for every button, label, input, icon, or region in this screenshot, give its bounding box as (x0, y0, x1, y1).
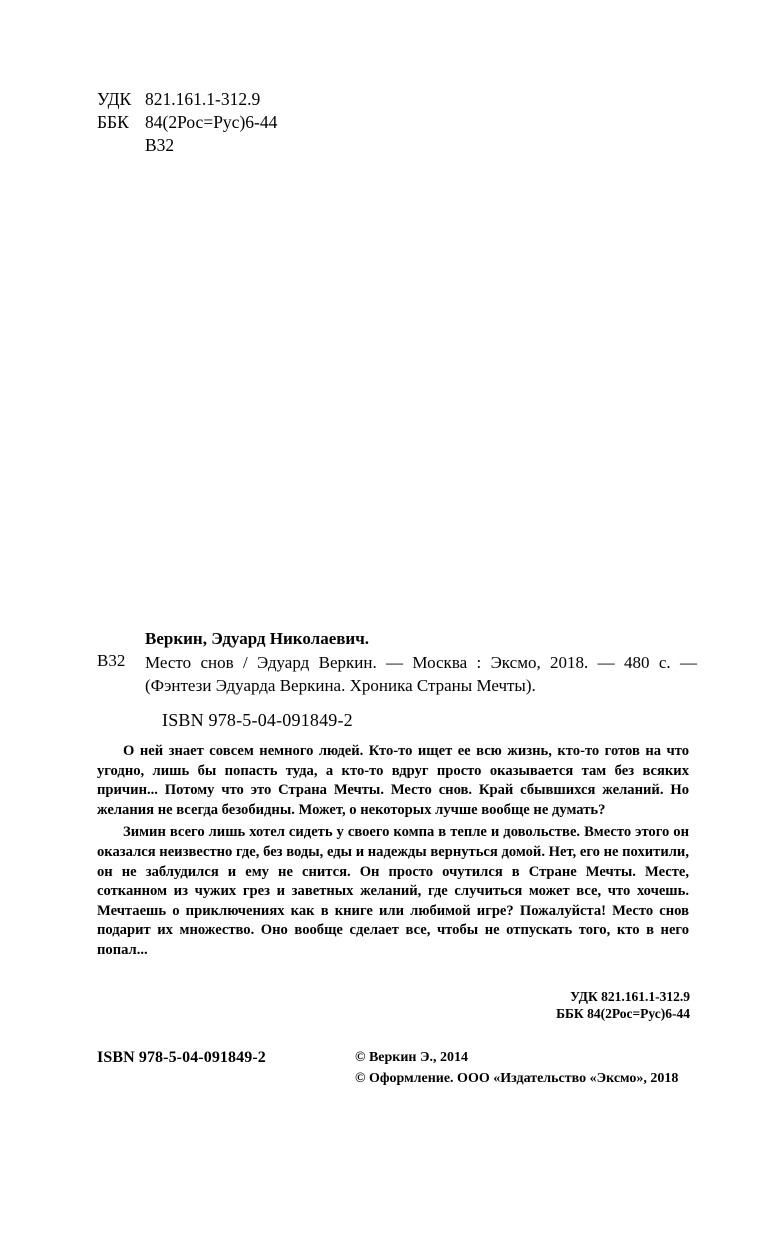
bbk-row (97, 111, 277, 134)
lower-classification-codes (556, 988, 690, 1022)
biblio-body (97, 651, 697, 697)
bbk-label: ББК (97, 112, 129, 132)
footer-copyright (355, 1048, 691, 1089)
biblio-description: Место снов / Эдуард Веркин. — Москва : Эксмо, 2018. — 480 с. — (Фэнтези Эдуарда Веркина. Хроника Страны Мечты). (145, 653, 697, 695)
bibliographic-record (97, 628, 697, 731)
footer-row (97, 1048, 691, 1089)
udk-value: 821.161.1-312.9 (145, 89, 261, 109)
footer-isbn: ISBN 978-5-04-091849-2 (97, 1049, 266, 1066)
copyright-design: © Оформление. ООО «Издательство «Эксмо», 2018 (355, 1071, 679, 1086)
biblio-shelf-sign: В32 (97, 651, 126, 670)
udk-label: УДК (97, 89, 132, 109)
biblio-author: Веркин, Эдуард Николаевич. (145, 629, 370, 648)
lower-bbk: ББК 84(2Рос=Рус)6-44 (556, 1006, 690, 1021)
shelf-code: В32 (145, 135, 175, 155)
annotation-paragraph-2: Зимин всего лишь хотел сидеть у своего компа в тепле и довольстве. Вместо этого он оказался неизвестно где, без воды, еды и надежды вернуться домой. Нет, его не похитили, он не заблудился и ему не снится. Он просто очутился в Стране Мечты. Месте, сотканном из чужих грез и заветных желаний, где случиться может все, что хочешь. Мечтаешь о приключениях как в книге или любимой игре? Пожалуйста! Место снов подарит их множество. Оно вообще сделает все, чтобы не отпускать того, кто в него попал... (97, 824, 689, 958)
annotation-text (97, 742, 689, 961)
lower-udk: УДК 821.161.1-312.9 (570, 989, 690, 1004)
udk-row (97, 88, 277, 111)
bbk-value: 84(2Рос=Рус)6-44 (145, 112, 278, 132)
copyright-author: © Веркин Э., 2014 (355, 1050, 468, 1065)
classification-codes (97, 88, 277, 157)
biblio-isbn: ISBN 978-5-04-091849-2 (162, 710, 353, 730)
page-footer (97, 1048, 691, 1089)
annotation-paragraph-1: О ней знает совсем немного людей. Кто-то ищет ее всю жизнь, кто-то готов на что угодно, лишь бы попасть туда, а кто-то вдруг просто оказывается там без всяких причин... Потому что это Страна Мечты. Место снов. Край сбывшихся желаний. Но желания не всегда безобидны. Может, о некоторых лучше вообще не думать? (97, 743, 689, 818)
